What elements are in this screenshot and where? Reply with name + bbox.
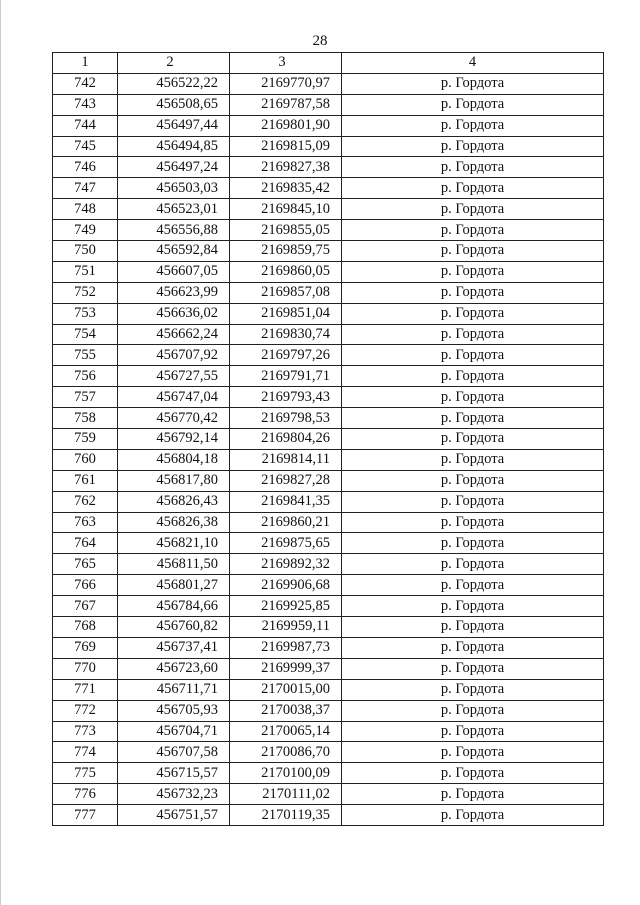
x-coordinate-cell: 456523,01: [118, 199, 230, 220]
y-coordinate-cell: 2170015,00: [230, 679, 342, 700]
y-coordinate-cell: 2169770,97: [230, 73, 342, 94]
point-number-cell: 767: [53, 596, 118, 617]
description-cell: р. Гордота: [342, 449, 604, 470]
y-coordinate-cell: 2169845,10: [230, 199, 342, 220]
point-number-cell: 762: [53, 491, 118, 512]
x-coordinate-cell: 456792,14: [118, 429, 230, 450]
x-coordinate-cell: 456770,42: [118, 408, 230, 429]
description-cell: р. Гордота: [342, 94, 604, 115]
y-coordinate-cell: 2170086,70: [230, 742, 342, 763]
y-coordinate-cell: 2169875,65: [230, 533, 342, 554]
table-row: [53, 805, 604, 826]
description-cell: р. Гордота: [342, 429, 604, 450]
description-cell: р. Гордота: [342, 700, 604, 721]
table-row: [53, 700, 604, 721]
y-coordinate-cell: 2169999,37: [230, 658, 342, 679]
table-row: [53, 596, 604, 617]
table-row: [53, 742, 604, 763]
point-number-cell: 754: [53, 324, 118, 345]
description-cell: р. Гордота: [342, 345, 604, 366]
x-coordinate-cell: 456522,22: [118, 73, 230, 94]
x-coordinate-cell: 456711,71: [118, 679, 230, 700]
table-row: [53, 658, 604, 679]
point-number-cell: 765: [53, 554, 118, 575]
description-cell: р. Гордота: [342, 763, 604, 784]
point-number-cell: 768: [53, 617, 118, 638]
x-coordinate-cell: 456817,80: [118, 470, 230, 491]
description-cell: р. Гордота: [342, 136, 604, 157]
x-coordinate-cell: 456497,44: [118, 115, 230, 136]
description-cell: р. Гордота: [342, 658, 604, 679]
y-coordinate-cell: 2169801,90: [230, 115, 342, 136]
point-number-cell: 763: [53, 512, 118, 533]
table-row: [53, 220, 604, 241]
x-coordinate-cell: 456623,99: [118, 282, 230, 303]
x-coordinate-cell: 456804,18: [118, 449, 230, 470]
x-coordinate-cell: 456826,38: [118, 512, 230, 533]
point-number-cell: 752: [53, 282, 118, 303]
x-coordinate-cell: 456723,60: [118, 658, 230, 679]
table-row: [53, 533, 604, 554]
x-coordinate-cell: 456727,55: [118, 366, 230, 387]
table-row: [53, 617, 604, 638]
description-cell: р. Гордота: [342, 784, 604, 805]
table-row: [53, 470, 604, 491]
description-cell: р. Гордота: [342, 533, 604, 554]
point-number-cell: 776: [53, 784, 118, 805]
point-number-cell: 777: [53, 805, 118, 826]
table-row: [53, 721, 604, 742]
y-coordinate-cell: 2169906,68: [230, 575, 342, 596]
point-number-cell: 771: [53, 679, 118, 700]
description-cell: р. Гордота: [342, 220, 604, 241]
y-coordinate-cell: 2169827,28: [230, 470, 342, 491]
x-coordinate-cell: 456707,58: [118, 742, 230, 763]
point-number-cell: 772: [53, 700, 118, 721]
point-number-cell: 761: [53, 470, 118, 491]
y-coordinate-cell: 2169804,26: [230, 429, 342, 450]
point-number-cell: 750: [53, 241, 118, 262]
x-coordinate-cell: 456751,57: [118, 805, 230, 826]
x-coordinate-cell: 456784,66: [118, 596, 230, 617]
table-row: [53, 554, 604, 575]
description-cell: р. Гордота: [342, 199, 604, 220]
table-row: [53, 763, 604, 784]
y-coordinate-cell: 2169859,75: [230, 241, 342, 262]
table-row: [53, 429, 604, 450]
coordinates-table: [52, 52, 604, 826]
x-coordinate-cell: 456508,65: [118, 94, 230, 115]
x-coordinate-cell: 456704,71: [118, 721, 230, 742]
table-row: [53, 136, 604, 157]
table-row: [53, 94, 604, 115]
point-number-cell: 751: [53, 261, 118, 282]
x-coordinate-cell: 456737,41: [118, 637, 230, 658]
description-cell: р. Гордота: [342, 491, 604, 512]
x-coordinate-cell: 456732,23: [118, 784, 230, 805]
description-cell: р. Гордота: [342, 679, 604, 700]
description-cell: р. Гордота: [342, 637, 604, 658]
table-row: [53, 366, 604, 387]
table-row: [53, 241, 604, 262]
y-coordinate-cell: 2169835,42: [230, 178, 342, 199]
x-coordinate-cell: 456821,10: [118, 533, 230, 554]
scan-edge: [0, 0, 1, 905]
x-coordinate-cell: 456760,82: [118, 617, 230, 638]
x-coordinate-cell: 456715,57: [118, 763, 230, 784]
point-number-cell: 742: [53, 73, 118, 94]
x-coordinate-cell: 456811,50: [118, 554, 230, 575]
x-coordinate-cell: 456497,24: [118, 157, 230, 178]
column-header-1: 1: [53, 53, 118, 74]
x-coordinate-cell: 456747,04: [118, 387, 230, 408]
column-header-2: 2: [118, 53, 230, 74]
table-row: [53, 178, 604, 199]
point-number-cell: 773: [53, 721, 118, 742]
y-coordinate-cell: 2170100,09: [230, 763, 342, 784]
y-coordinate-cell: 2169827,38: [230, 157, 342, 178]
y-coordinate-cell: 2169925,85: [230, 596, 342, 617]
x-coordinate-cell: 456707,92: [118, 345, 230, 366]
y-coordinate-cell: 2169860,21: [230, 512, 342, 533]
table-row: [53, 491, 604, 512]
x-coordinate-cell: 456662,24: [118, 324, 230, 345]
x-coordinate-cell: 456705,93: [118, 700, 230, 721]
table-row: [53, 637, 604, 658]
y-coordinate-cell: 2169841,35: [230, 491, 342, 512]
description-cell: р. Гордота: [342, 805, 604, 826]
table-header-row: [53, 53, 604, 74]
description-cell: р. Гордота: [342, 324, 604, 345]
description-cell: р. Гордота: [342, 470, 604, 491]
x-coordinate-cell: 456494,85: [118, 136, 230, 157]
y-coordinate-cell: 2170119,35: [230, 805, 342, 826]
point-number-cell: 749: [53, 220, 118, 241]
table-row: [53, 679, 604, 700]
x-coordinate-cell: 456503,03: [118, 178, 230, 199]
table-row: [53, 784, 604, 805]
y-coordinate-cell: 2169830,74: [230, 324, 342, 345]
description-cell: р. Гордота: [342, 742, 604, 763]
table-row: [53, 157, 604, 178]
point-number-cell: 758: [53, 408, 118, 429]
point-number-cell: 766: [53, 575, 118, 596]
point-number-cell: 770: [53, 658, 118, 679]
description-cell: р. Гордота: [342, 178, 604, 199]
description-cell: р. Гордота: [342, 512, 604, 533]
description-cell: р. Гордота: [342, 617, 604, 638]
point-number-cell: 774: [53, 742, 118, 763]
column-header-4: 4: [342, 53, 604, 74]
description-cell: р. Гордота: [342, 366, 604, 387]
y-coordinate-cell: 2169798,53: [230, 408, 342, 429]
column-header-3: 3: [230, 53, 342, 74]
y-coordinate-cell: 2169892,32: [230, 554, 342, 575]
description-cell: р. Гордота: [342, 721, 604, 742]
y-coordinate-cell: 2170038,37: [230, 700, 342, 721]
x-coordinate-cell: 456801,27: [118, 575, 230, 596]
point-number-cell: 769: [53, 637, 118, 658]
y-coordinate-cell: 2169987,73: [230, 637, 342, 658]
table-row: [53, 324, 604, 345]
table-row: [53, 575, 604, 596]
table-row: [53, 449, 604, 470]
point-number-cell: 756: [53, 366, 118, 387]
y-coordinate-cell: 2169791,71: [230, 366, 342, 387]
point-number-cell: 757: [53, 387, 118, 408]
x-coordinate-cell: 456826,43: [118, 491, 230, 512]
x-coordinate-cell: 456556,88: [118, 220, 230, 241]
table-row: [53, 387, 604, 408]
point-number-cell: 745: [53, 136, 118, 157]
point-number-cell: 775: [53, 763, 118, 784]
point-number-cell: 748: [53, 199, 118, 220]
y-coordinate-cell: 2169787,58: [230, 94, 342, 115]
y-coordinate-cell: 2169793,43: [230, 387, 342, 408]
point-number-cell: 755: [53, 345, 118, 366]
x-coordinate-cell: 456592,84: [118, 241, 230, 262]
y-coordinate-cell: 2170111,02: [230, 784, 342, 805]
description-cell: р. Гордота: [342, 157, 604, 178]
x-coordinate-cell: 456636,02: [118, 303, 230, 324]
description-cell: р. Гордота: [342, 261, 604, 282]
table-row: [53, 408, 604, 429]
table-row: [53, 73, 604, 94]
y-coordinate-cell: 2169959,11: [230, 617, 342, 638]
description-cell: р. Гордота: [342, 115, 604, 136]
y-coordinate-cell: 2169815,09: [230, 136, 342, 157]
point-number-cell: 760: [53, 449, 118, 470]
point-number-cell: 753: [53, 303, 118, 324]
page-number: 28: [312, 33, 328, 49]
description-cell: р. Гордота: [342, 596, 604, 617]
y-coordinate-cell: 2170065,14: [230, 721, 342, 742]
description-cell: р. Гордота: [342, 575, 604, 596]
description-cell: р. Гордота: [342, 387, 604, 408]
table-row: [53, 512, 604, 533]
y-coordinate-cell: 2169851,04: [230, 303, 342, 324]
point-number-cell: 759: [53, 429, 118, 450]
table-row: [53, 345, 604, 366]
table-row: [53, 115, 604, 136]
description-cell: р. Гордота: [342, 303, 604, 324]
y-coordinate-cell: 2169857,08: [230, 282, 342, 303]
table-row: [53, 303, 604, 324]
table-row: [53, 199, 604, 220]
point-number-cell: 764: [53, 533, 118, 554]
y-coordinate-cell: 2169855,05: [230, 220, 342, 241]
description-cell: р. Гордота: [342, 73, 604, 94]
point-number-cell: 746: [53, 157, 118, 178]
y-coordinate-cell: 2169814,11: [230, 449, 342, 470]
table-row: [53, 261, 604, 282]
y-coordinate-cell: 2169797,26: [230, 345, 342, 366]
point-number-cell: 743: [53, 94, 118, 115]
description-cell: р. Гордота: [342, 282, 604, 303]
table-row: [53, 282, 604, 303]
point-number-cell: 744: [53, 115, 118, 136]
point-number-cell: 747: [53, 178, 118, 199]
x-coordinate-cell: 456607,05: [118, 261, 230, 282]
y-coordinate-cell: 2169860,05: [230, 261, 342, 282]
description-cell: р. Гордота: [342, 554, 604, 575]
description-cell: р. Гордота: [342, 408, 604, 429]
description-cell: р. Гордота: [342, 241, 604, 262]
